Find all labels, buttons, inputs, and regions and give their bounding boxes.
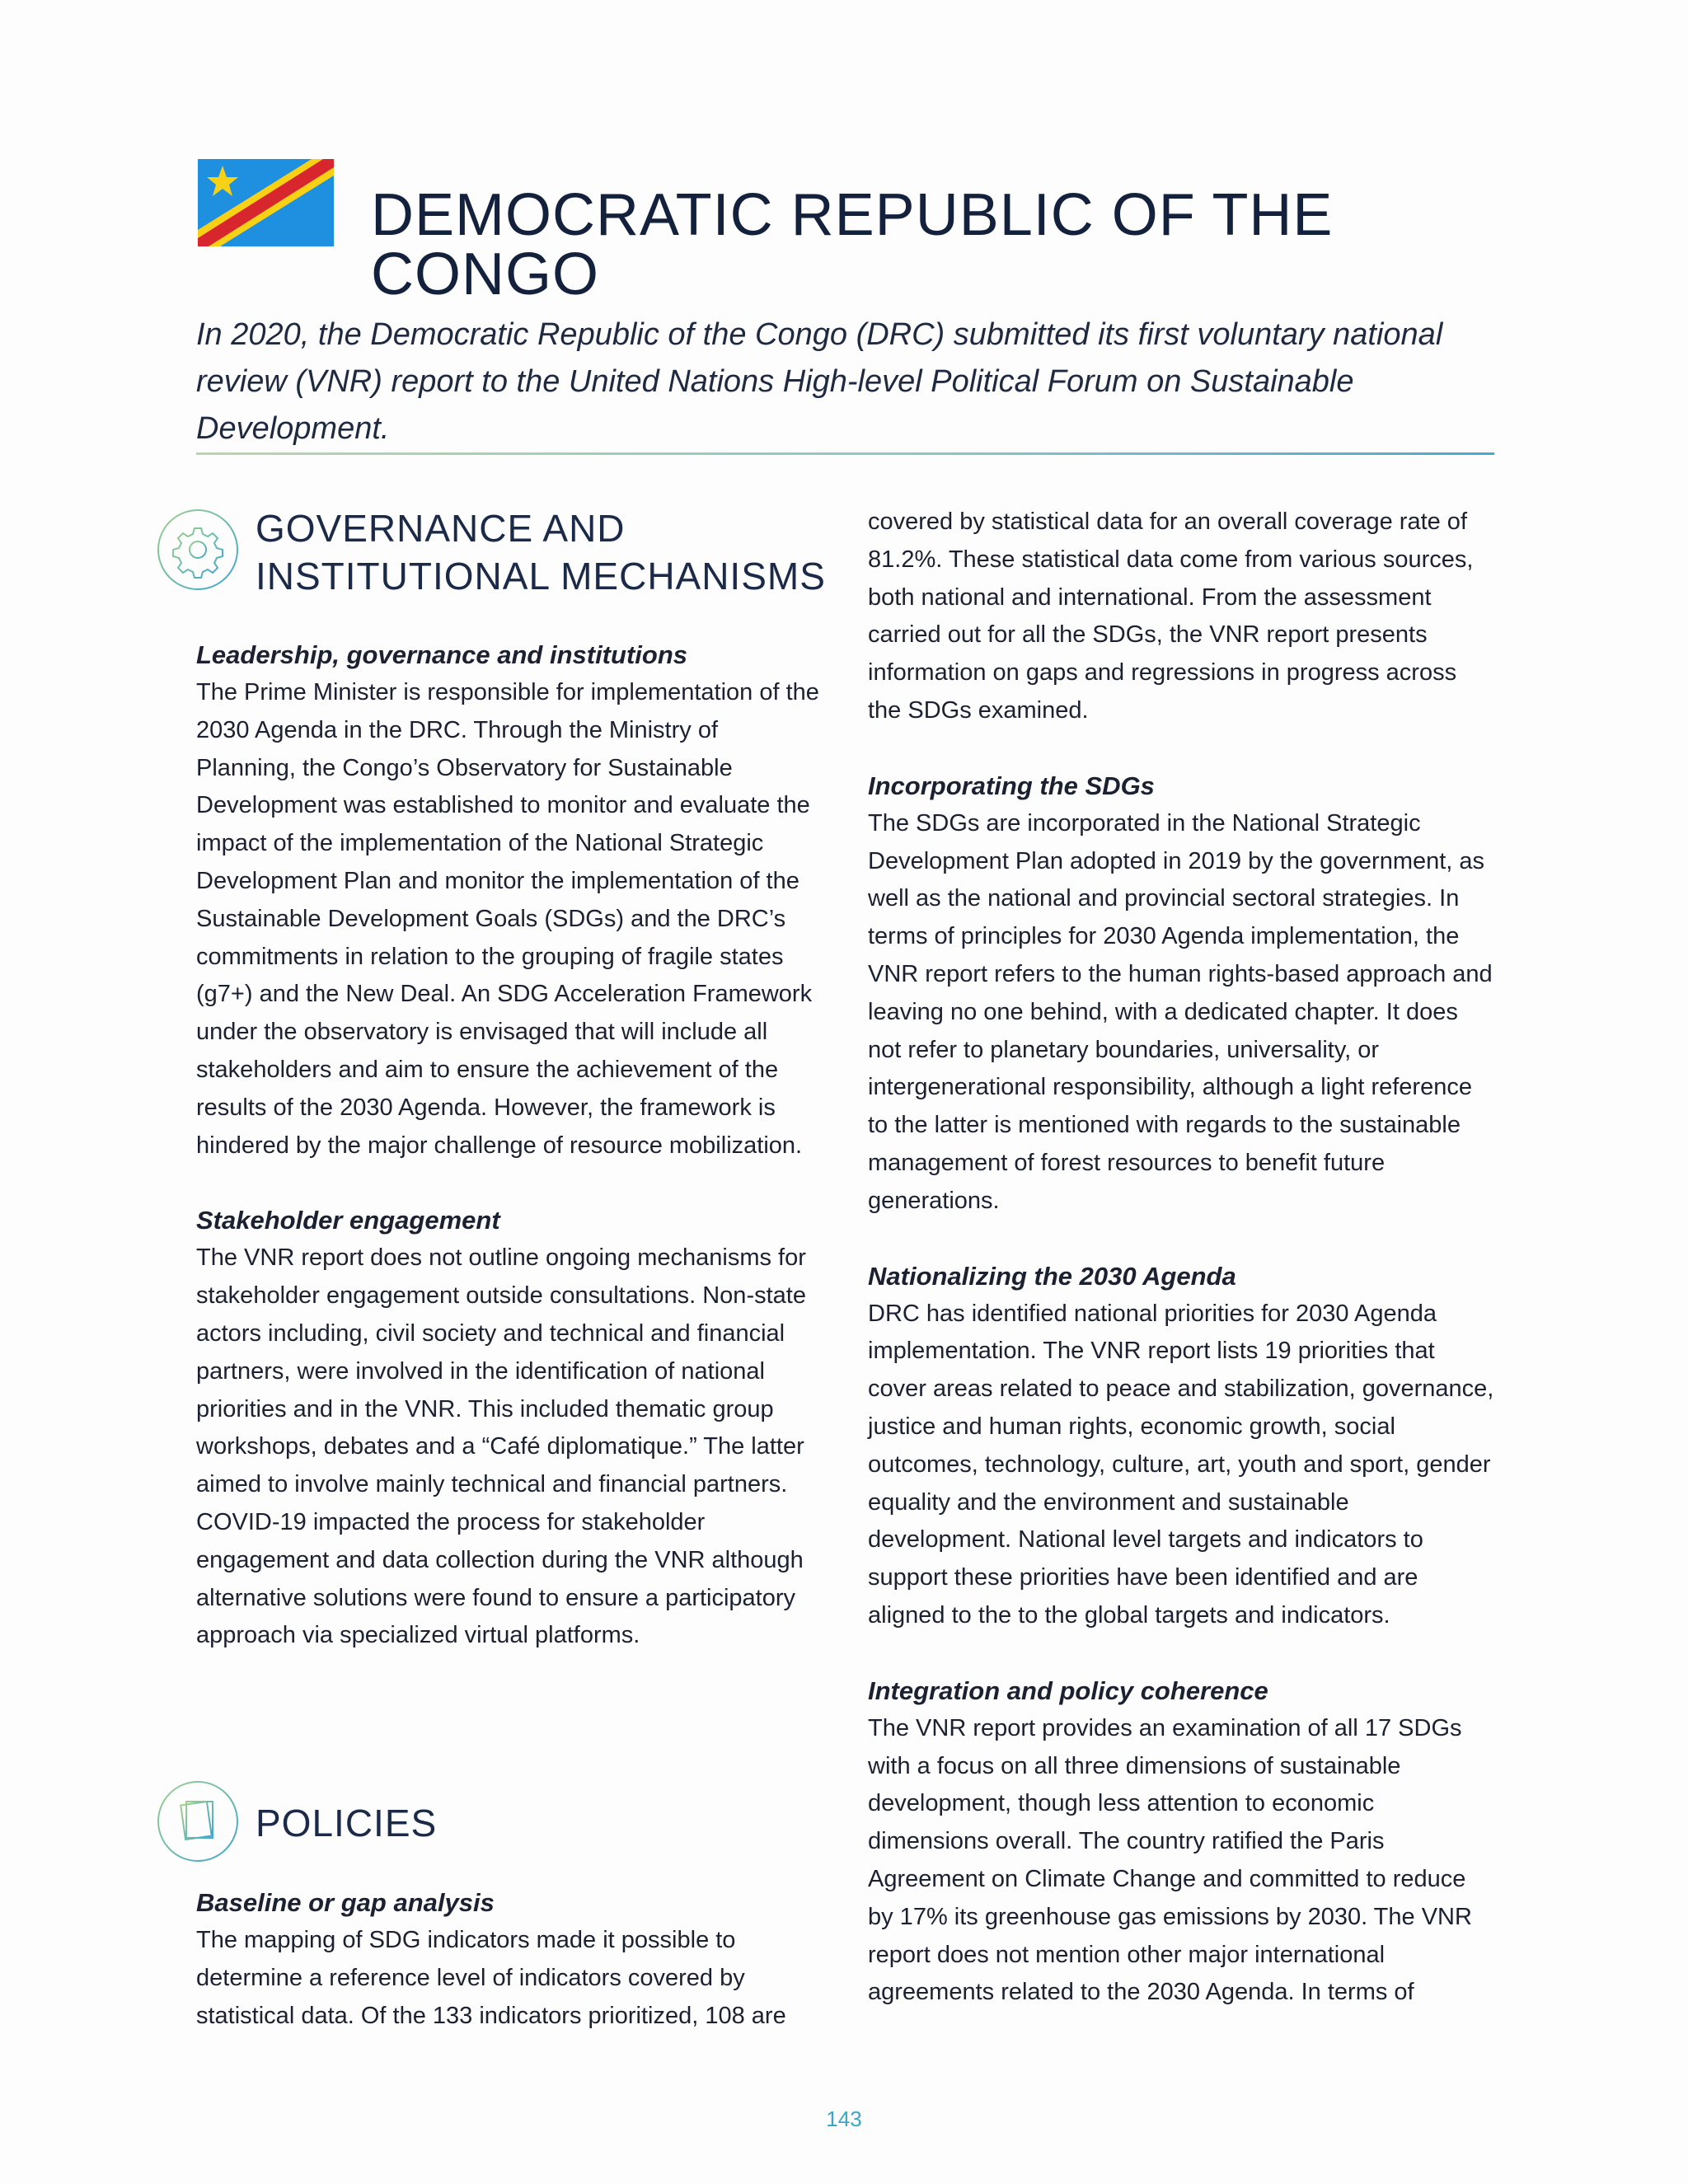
left-column-policies [196,1884,823,2035]
left-column [196,636,823,1655]
paragraph-incorporating: The SDGs are incorporated in the National Strategic Development Plan adopted in 2019 by the government, as well as the national and provincial sectoral strategies. In terms of principles for 2030 Agenda implementation, the VNR report refers to the human rights-based approach and leaving no one behind, with a dedicated chapter. It does not refer to planetary boundaries, universality, or intergenerational responsibility, although a light reference to the latter is mentioned with regards to the sustainable management of forest resources to benefit future generations. [868,809,1493,1214]
governance-heading-line2: INSTITUTIONAL MECHANISMS [256,555,826,598]
section-heading-governance [256,504,826,600]
right-column [868,504,1494,2012]
paragraph-nationalizing: DRC has identified national priorities for 2030 Agenda implementation. The VNR report lists 19 priorities that cover areas related to peace and stabilization, governance, justice and human rights, economic growth, social outcomes, technology, culture, art, youth and sport, gender equality and the environment and sustainable development. National level targets and indicators to support these priorities have been identified and are aligned to the to the global targets and indicators. [868,1300,1494,1629]
paragraph-leadership: The Prime Minister is responsible for implementation of the 2030 Agenda in the DRC. Through the Ministry of Planning, the Congo’s Observatory for Sustainable Development was established to monitor and evaluate the impact of the implementation of the National Strategic Development Plan and monitor the implementation of the Sustainable Development Goals (SDGs) and the DRC’s commitments in relation to the grouping of fragile states (g7+) and the New Deal. An SDG Acceleration Framework under the observatory is envisaged that will include all stakeholders and aim to ensure the achievement of the results of the 2030 Agenda. However, the framework is hindered by the major challenge of resource mobilization. [196,679,819,1159]
subheading-leadership: Leadership, governance and institutions [196,640,687,669]
paragraph-baseline-continued: covered by statistical data for an overall coverage rate of 81.2%. These statistical data come from various sources, both national and international. From the assessment carried out for all the SDGs, the VNR report presents information on gaps and regressions in progress across the SDGs examined. [868,509,1474,724]
subheading-baseline: Baseline or gap analysis [196,1888,495,1917]
page-number: 143 [826,2107,862,2131]
subheading-incorporating: Incorporating the SDGs [868,771,1155,800]
drc-flag [198,159,334,246]
intro-paragraph: In 2020, the Democratic Republic of the Congo (DRC) submitted its first voluntary national review (VNR) report to the United Nations High-level Political Forum on Sustainable Development. [196,317,1443,446]
paragraph-baseline: The mapping of SDG indicators made it possible to determine a reference level of indicators covered by statistical data. Of the 133 indicators prioritized, 108 are [196,1927,786,2029]
gear-icon [157,509,239,591]
subheading-nationalizing: Nationalizing the 2030 Agenda [868,1261,1236,1291]
document-icon [157,1780,239,1863]
section-heading-policies: POLICIES [256,1802,438,1844]
subheading-stakeholder: Stakeholder engagement [196,1206,500,1235]
divider [196,452,1494,455]
page-title: DEMOCRATIC REPUBLIC OF THE CONGO [371,182,1334,307]
governance-heading-line1: GOVERNANCE AND [256,507,626,550]
paragraph-integration: The VNR report provides an examination of all 17 SDGs with a focus on all three dimensions of sustainable development, though less attention to economic dimensions overall. The country ratified the Paris Agreement on Climate Change and committed to reduce by 17% its greenhouse gas emissions by 2030. The VNR report does not mention other major international agreements related to the 2030 Agenda. In terms of [868,1714,1472,2006]
subheading-integration: Integration and policy coherence [868,1675,1268,1705]
paragraph-stakeholder: The VNR report does not outline ongoing mechanisms for stakeholder engagement outside consultations. Non-state actors including, civil society and technical and financial partners, were involved in the identification of national priorities and in the VNR. This included thematic group workshops, debates and a “Café diplomatique.” The latter aimed to involve mainly technical and financial partners. COVID-19 impacted the process for stakeholder engagement and data collection during the VNR although alternative solutions were found to ensure a participatory approach via specialized virtual platforms. [196,1244,806,1649]
